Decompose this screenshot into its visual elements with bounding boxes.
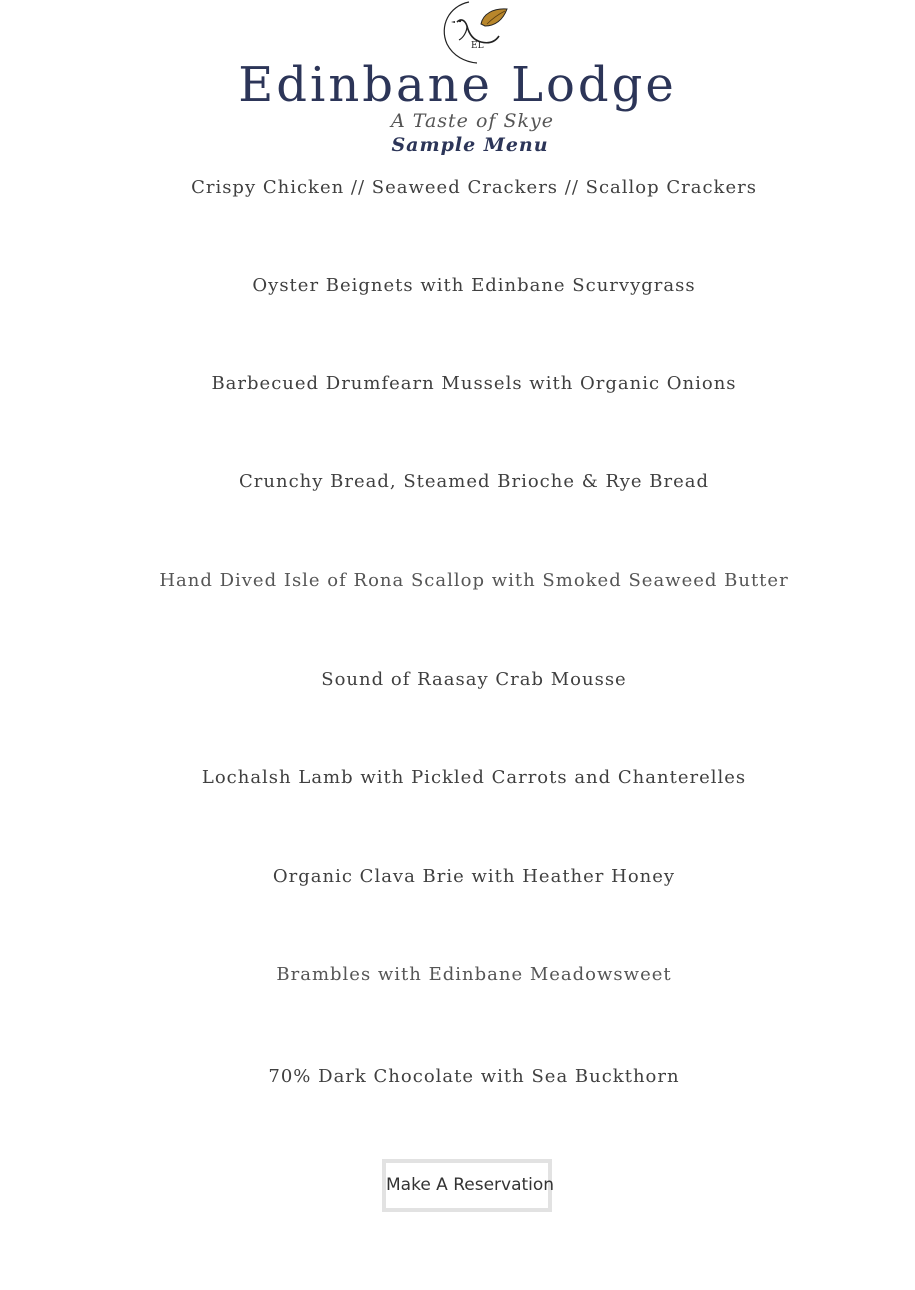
menu-item-brambles: Brambles with Edinbane Meadowsweet — [276, 964, 672, 985]
make-reservation-button[interactable]: Make A Reservation — [382, 1159, 552, 1212]
page-title: Edinbane Lodge — [238, 57, 677, 113]
menu-item-bread: Crunchy Bread, Steamed Brioche & Rye Bread — [239, 471, 709, 492]
menu-item-brie: Organic Clava Brie with Heather Honey — [272, 866, 676, 887]
menu-item-scallop: Hand Dived Isle of Rona Scallop with Smoked Seaweed Butter — [159, 570, 789, 591]
menu-item-canapes: Crispy Chicken // Seaweed Crackers // Scallop Crackers — [191, 177, 757, 198]
menu-item-crab-mousse: Sound of Raasay Crab Mousse — [321, 669, 627, 690]
menu-item-lamb: Lochalsh Lamb with Pickled Carrots and Chanterelles — [201, 767, 747, 788]
tagline: A Taste of Skye — [391, 110, 554, 132]
edinbane-lodge-logo-icon — [437, 0, 513, 64]
menu-item-chocolate: 70% Dark Chocolate with Sea Buckthorn — [268, 1066, 680, 1087]
menu-item-oyster-beignets: Oyster Beignets with Edinbane Scurvygrass — [252, 275, 696, 296]
menu-subtitle: Sample Menu — [391, 134, 549, 156]
menu-item-mussels: Barbecued Drumfearn Mussels with Organic Onions — [211, 373, 737, 394]
svg-text:EL: EL — [471, 41, 484, 51]
